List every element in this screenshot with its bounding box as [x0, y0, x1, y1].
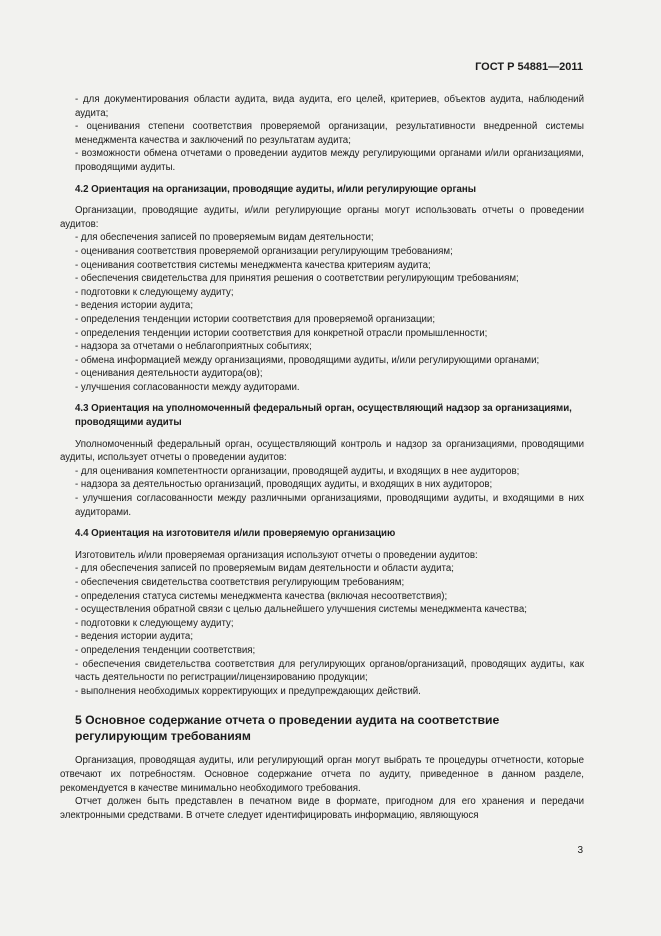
section-4-4-list — [60, 562, 584, 698]
section-4-4-intro: Изготовитель и/или проверяемая организация используют отчеты о проведении аудитов: — [75, 549, 478, 561]
list-item: - улучшения согласованности между аудиторами. — [75, 381, 300, 393]
list-item: - обмена информацией между организациями, проводящими аудиты, и/или регулирующими органами; — [75, 354, 540, 366]
section-4-2-heading: 4.2 Ориентация на организации, проводящие аудиты, и/или регулирующие органы — [75, 183, 477, 195]
list-item: - надзора за деятельностью организаций, проводящих аудиты, и входящих в них аудиторов; — [75, 479, 493, 491]
list-item: - оценивания соответствия системы менеджмента качества критериям аудита; — [75, 259, 431, 271]
list-item: - обеспечения свидетельства соответствия для регулирующих органов/организаций, проводящих аудиты, как часть деятельности по регистрации/лицензированию продукции; — [75, 658, 584, 684]
section-5-paragraph: Отчет должен быть представлен в печатном виде в формате, пригодном для его хранения и передачи электронными средствами. В отчете следует идентифицировать информацию, являющуюся — [60, 796, 584, 821]
list-item: - оценивания соответствия проверяемой организации регулирующим требованиям; — [75, 245, 453, 257]
list-item: - определения тенденции соответствия; — [75, 644, 256, 656]
list-item: - определения статуса системы менеджмента качества (включая несоответствия); — [75, 590, 448, 602]
section-4-2-list — [60, 231, 584, 394]
list-item: - определения тенденции истории соответствия для проверяемой организации; — [75, 313, 436, 325]
list-item: - подготовки к следующему аудиту; — [75, 286, 234, 298]
list-item: - оценивания деятельности аудитора(ов); — [75, 368, 263, 380]
list-item: - надзора за отчетами о неблагоприятных событиях; — [75, 341, 312, 353]
intro-list — [60, 93, 584, 175]
document-body — [60, 93, 584, 822]
page-number: 3 — [577, 845, 583, 856]
section-4-3-list — [60, 465, 584, 519]
section-4-3-intro: Уполномоченный федеральный орган, осуществляющий контроль и надзор за организациями, проводящими аудиты, использует отчеты о проведении аудитов: — [60, 438, 584, 464]
list-item: - для документирования области аудита, вида аудита, его целей, критериев, объектов аудита, наблюдений аудита; — [75, 94, 584, 119]
list-item: - ведения истории аудита; — [75, 631, 194, 643]
list-item: - улучшения согласованности между различными организациями, проводящими аудиты, и входящими в них аудиторами. — [75, 493, 584, 518]
section-4-4-heading: 4.4 Ориентация на изготовителя и/или проверяемую организацию — [75, 528, 396, 540]
list-item: - обеспечения свидетельства для принятия решения о соответствии регулирующим требованиям; — [75, 273, 519, 285]
list-item: - обеспечения свидетельства соответствия регулирующим требованиям; — [75, 577, 405, 588]
list-item: - оценивания степени соответствия проверяемой организации, результативности внедренной системы менеджмента качества и заключений по результатам аудита; — [75, 121, 584, 146]
section-4-3-heading: 4.3 Ориентация на уполномоченный федеральный орган, осуществляющий надзор за организациями, проводящими аудиты — [75, 403, 572, 429]
section-4-2-intro: Организации, проводящие аудиты, и/или регулирующие органы могут использовать отчеты о проведении аудитов: — [60, 205, 584, 230]
list-item: - возможности обмена отчетами о проведении аудитов между регулирующими органами и/или организациями, проводящими аудиты. — [75, 148, 584, 173]
list-item: - ведения истории аудита; — [75, 300, 194, 312]
list-item: - для оценивания компетентности организации, проводящей аудиты, и входящих в нее аудиторов; — [75, 465, 520, 477]
list-item: - подготовки к следующему аудиту; — [75, 617, 234, 629]
list-item: - осуществления обратной связи с целью дальнейшего улучшения системы менеджмента качества; — [75, 604, 527, 616]
list-item: - для обеспечения записей по проверяемым видам деятельности; — [75, 232, 374, 244]
list-item: - выполнения необходимых корректирующих и предупреждающих действий. — [75, 685, 421, 697]
list-item: - определения тенденции истории соответствия для конкретной отрасли промышленности; — [75, 327, 488, 339]
list-item: - для обеспечения записей по проверяемым видам деятельности и области аудита; — [75, 563, 454, 575]
document-id: ГОСТ Р 54881—2011 — [475, 61, 583, 73]
section-5-heading: 5 Основное содержание отчета о проведении аудита на соответствие регулирующим требованиям — [75, 713, 500, 744]
section-5-paragraph: Организация, проводящая аудиты, или регулирующий орган могут выбрать те процедуры отчетности, которые отвечают их потребностям. Основное содержание отчета по аудиту, приведенное в данном разделе, рекомендуется в качестве минимально необходимого требования. — [60, 755, 584, 794]
